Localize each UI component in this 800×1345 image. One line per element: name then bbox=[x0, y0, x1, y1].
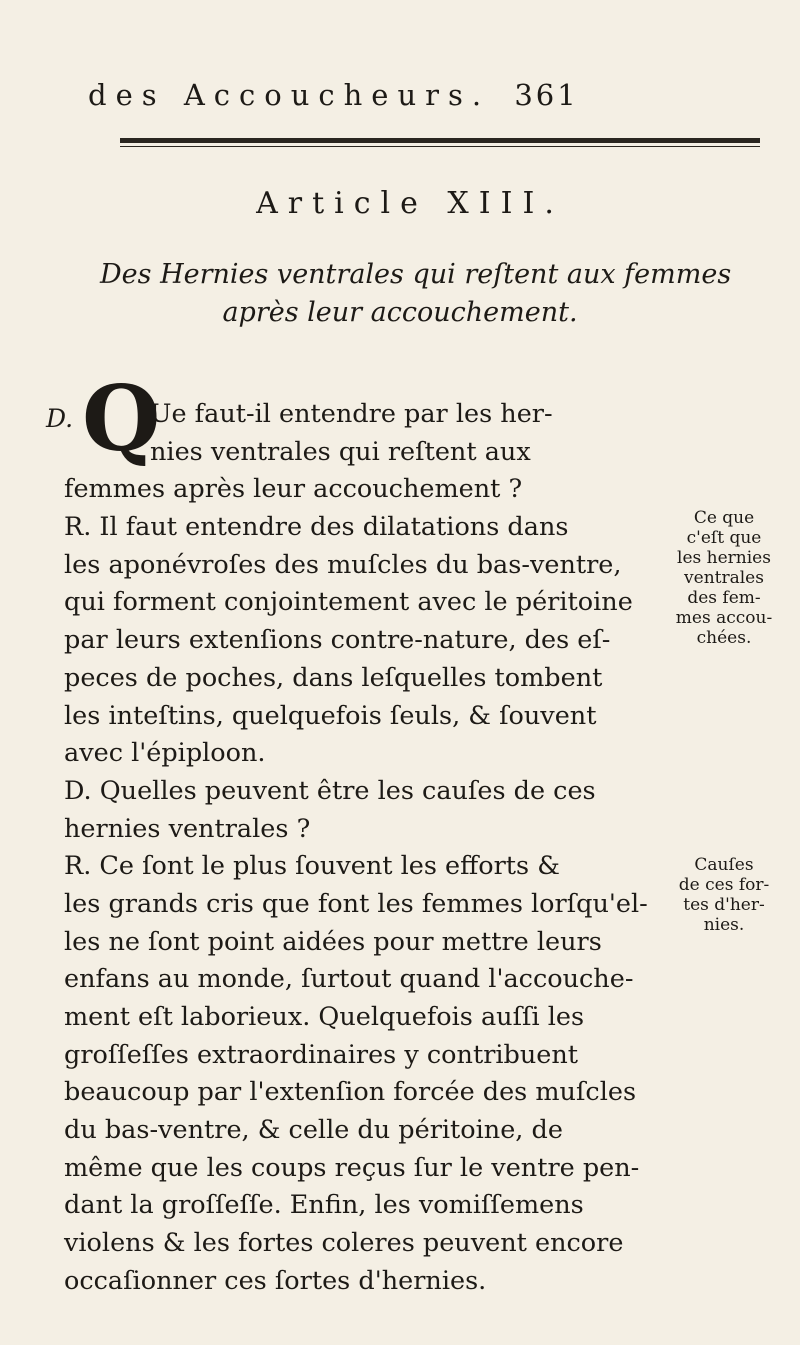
subtitle-line: Des Hernies ventrales qui reſtent aux femmes bbox=[100, 259, 732, 290]
text-line: les grands cris que font les femmes lorſqu'el- bbox=[64, 888, 648, 919]
margin-note-definition bbox=[664, 508, 784, 648]
running-header bbox=[88, 78, 748, 112]
text-line: les inteſtins, quelquefois ſeuls, & ſouvent bbox=[64, 700, 597, 731]
margin-note-line: ventrales bbox=[684, 568, 764, 588]
margin-note-line: des fem- bbox=[687, 588, 761, 608]
margin-note-line: nies. bbox=[703, 915, 745, 935]
text-line: du bas-ventre, & celle du péritoine, de bbox=[64, 1115, 563, 1146]
margin-note-causes bbox=[664, 855, 784, 935]
text-line: les ne ſont point aidées pour mettre leurs bbox=[64, 926, 602, 957]
margin-note-line: Ce que bbox=[693, 508, 755, 528]
running-title: des Accoucheurs. bbox=[88, 78, 491, 112]
drop-cap: Q bbox=[82, 366, 161, 472]
text-line: dant la groſſeſſe. Enfin, les vomiſſemens bbox=[64, 1190, 584, 1221]
text-line: ment eſt laborieux. Quelquefois auſſi les bbox=[64, 1002, 585, 1032]
speaker-d-label: D. bbox=[46, 404, 74, 433]
text-line: groſſeſſes extraordinaires y contribuent bbox=[64, 1039, 579, 1070]
text-line: par leurs extenſions contre-nature, des eſ- bbox=[64, 625, 611, 656]
text-line: nies ventrales qui reſtent aux bbox=[150, 436, 531, 467]
margin-note-line: tes d'her- bbox=[683, 895, 765, 915]
text-line: même que les coups reçus ſur le ventre pen- bbox=[64, 1152, 640, 1183]
text-line: peces de poches, dans leſquelles tombent bbox=[64, 662, 603, 693]
article-subtitle bbox=[100, 256, 732, 331]
subtitle-line: après leur accouchement. bbox=[222, 296, 578, 328]
text-line: Ue faut-il entendre par les her- bbox=[150, 399, 553, 429]
margin-note-line: Cauſes bbox=[694, 855, 754, 875]
text-line: les aponévroſes des muſcles du bas-ventre, bbox=[64, 549, 622, 580]
margin-note-line: de ces for- bbox=[678, 875, 770, 895]
text-line: occaſionner ces ſortes d'hernies. bbox=[64, 1265, 487, 1296]
text-line: hernies ventrales ? bbox=[64, 813, 311, 844]
article-heading: Article XIII. bbox=[256, 186, 564, 221]
header-rule-thick bbox=[120, 138, 760, 143]
text-line: R. Il faut entendre des dilatations dans bbox=[64, 512, 569, 543]
text-line: R. Ce ſont le plus ſouvent les efforts & bbox=[64, 851, 560, 882]
text-line: beaucoup par l'extenſion forcée des muſcles bbox=[64, 1077, 637, 1108]
text-line: violens & les fortes coleres peuvent encore bbox=[64, 1228, 624, 1259]
margin-note-line: chées. bbox=[696, 628, 752, 648]
text-line: qui forment conjointement avec le péritoine bbox=[64, 587, 633, 618]
text-line: femmes après leur accouchement ? bbox=[64, 474, 523, 505]
margin-note-line: les hernies bbox=[677, 548, 771, 568]
text-line: enfans au monde, ſurtout quand l'accouche- bbox=[64, 964, 634, 995]
margin-note-line: c'eſt que bbox=[686, 528, 762, 548]
text-line: D. Quelles peuvent être les cauſes de ces bbox=[64, 775, 596, 806]
body-text bbox=[64, 396, 648, 1301]
page-number: 361 bbox=[514, 78, 579, 112]
header-rule-thin bbox=[120, 146, 760, 147]
text-line: avec l'épiploon. bbox=[64, 738, 266, 769]
margin-note-line: mes accou- bbox=[675, 608, 773, 628]
